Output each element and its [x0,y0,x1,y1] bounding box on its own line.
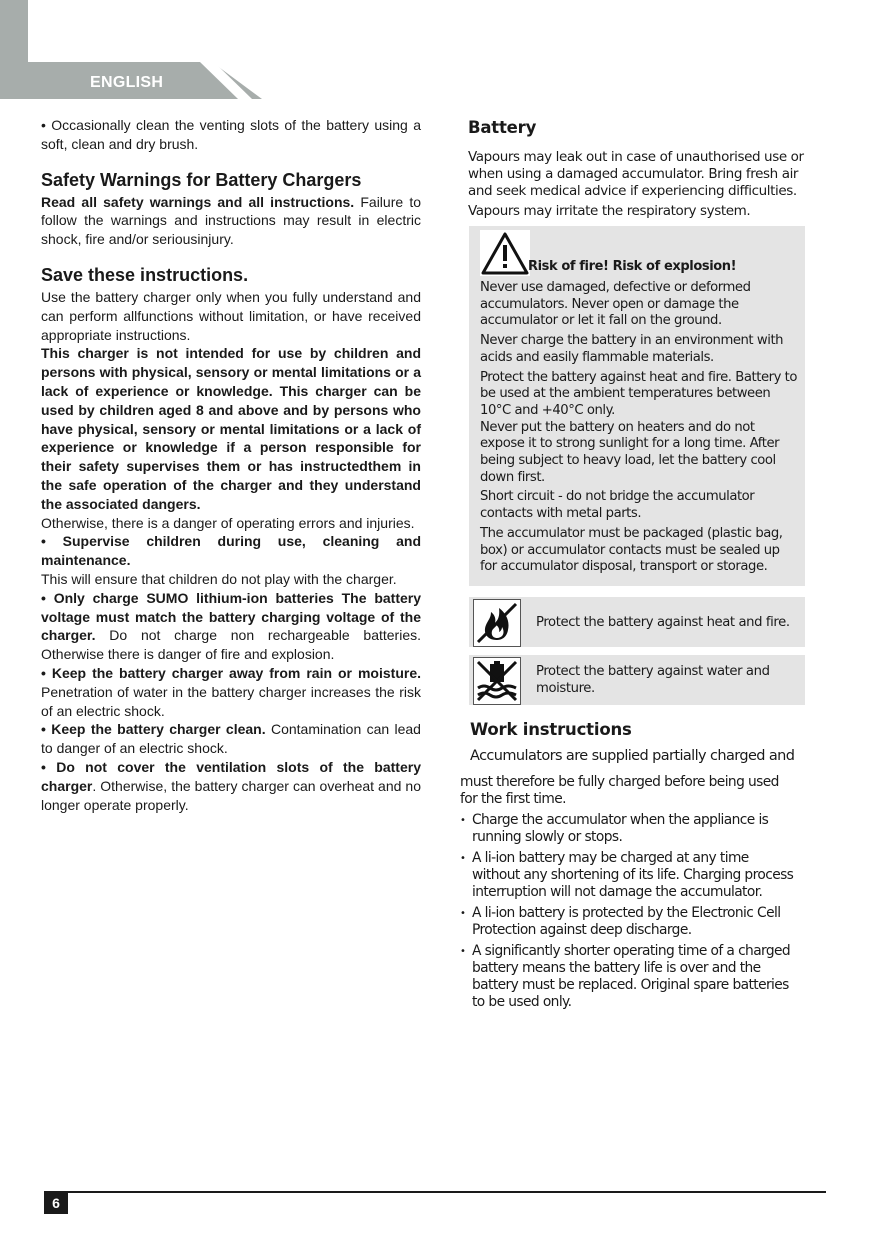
warning-p1: Never use damaged, defective or deformed accumulators. Never open or damage the accumulator or let it fall on the ground. [480,280,751,329]
work-intro-2: must therefore be fully charged before being used for the first time. [460,774,779,807]
warning-p4: Never put the battery on heaters and do not expose it to strong sunlight for a long time. After being subject to heavy load, let the battery cool down first. [480,419,780,485]
warning-p5: Short circuit - do not bridge the accumulator contacts with metal parts. [480,489,755,522]
safety-paragraph: Read all safety warnings and all instructions. Failure to follow the warnings and instructions may result in electric shock, fire and/or seriousinjury. [41,193,421,248]
work-heading: Work instructions [470,720,632,739]
save-paragraph-1: Use the battery charger only when you fully understand and can perform allfunctions without limitation, or have received appropriate instructions. [41,288,421,343]
warning-text [480,280,798,579]
bullet-rain: • Keep the battery charger away from rain or moisture. Penetration of water in the battery charger increases the risk of an electric shock. [41,664,421,719]
save-heading: Save these instructions. [41,264,249,285]
bullet-supervise: • Supervise children during use, cleaning and maintenance. This will ensure that children do not play with the charger. [41,533,421,587]
battery-section [468,118,804,220]
symbol-row-fire [469,597,805,647]
work-bullet-2: • A li-ion battery may be charged at any time without any shortening of its life. Charging process interruption will not damage the accumulator. [460,850,796,901]
warning-p2: Never charge the battery in an environment with acids and easily flammable materials. [480,333,784,365]
save-paragraph-2: This charger is not intended for use by children and persons with physical, sensory or mental limitations or a lack of experience or knowledge. This charger can be used by children aged 8 and above and by persons who have physical, sensory or mental limitations or a lack of experience or knowledge if a person responsible for their safety supervises them or has instructedthem in the safe operation of the charger and they understand the associated dangers. [41,345,421,512]
battery-irritate: Vapours may irritate the respiratory system. [468,203,751,219]
warning-triangle-icon [480,230,530,276]
warning-p3: Protect the battery against heat and fire. Battery to be used at the ambient temperatures between 10°C and +40°C only. [480,369,798,418]
symbol-row-water [469,655,805,705]
warning-title: Risk of fire! Risk of explosion! [528,259,737,274]
work-bullet-4: • A significantly shorter operating time of a charged battery means the battery life is over and the battery must be replaced. Original spare batteries to be used only. [460,943,796,1011]
page-number: 6 [44,1192,68,1214]
bullet-clean: • Keep the battery charger clean. Contamination can lead to danger of an electric shock. [41,721,421,757]
fire-icon [473,599,521,647]
warning-box [469,226,805,586]
bullet-sumo: • Only charge SUMO lithium-ion batteries The battery voltage must match the battery charging voltage of the charger. Do not charge non rechargeable batteries. Otherwise there is danger of fire and explosion. [41,589,421,663]
warning-p6: The accumulator must be packaged (plastic bag, box) or accumulator contacts must be sealed up for accumulator disposal, transport or storage. [480,525,783,575]
left-column [41,116,421,814]
venting-bullet: • Occasionally clean the venting slots of the battery using a soft, clean and dry brush. [41,117,421,152]
save-paragraph-3: Otherwise, there is a danger of operating errors and injuries. [41,514,415,531]
footer-rule [44,1191,826,1193]
work-bullet-1: • Charge the accumulator when the appliance is running slowly or stops. [460,812,796,846]
work-intro-1: Accumulators are supplied partially charged and [470,748,795,764]
water-icon [473,657,521,705]
battery-heading: Battery [468,118,537,137]
water-text: Protect the battery against water and moisture. [536,664,770,696]
work-section [460,748,796,1011]
fire-text: Protect the battery against heat and fire. [536,615,790,630]
work-bullet-3: • A li-ion battery is protected by the Electronic Cell Protection against deep discharge. [460,905,796,939]
language-label: ENGLISH [90,74,164,91]
bullet-ventilation: • Do not cover the ventilation slots of the battery charger. Otherwise, the battery charger can overheat and no longer operate properly. [41,758,421,813]
safety-heading: Safety Warnings for Battery Chargers [41,169,362,190]
battery-paragraph: Vapours may leak out in case of unauthorised use or when using a damaged accumulator. Bring fresh air and seek medical advice if experiencing difficulties. [468,149,804,199]
